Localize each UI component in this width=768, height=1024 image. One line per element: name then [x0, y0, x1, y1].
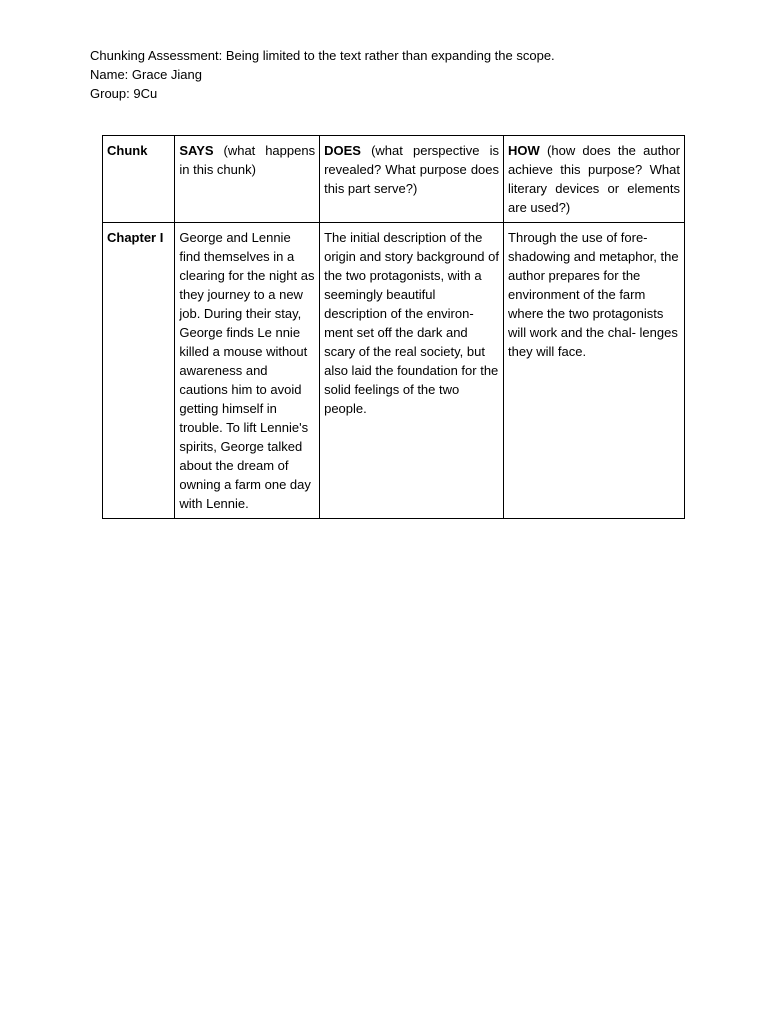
table-row	[103, 223, 685, 519]
header-title-says: SAYS	[179, 143, 214, 158]
header-cell-how	[504, 136, 685, 223]
assessment-title: Chunking Assessment: Being limited to the text rather than expanding the scope.	[90, 48, 555, 63]
header-title-chunk: Chunk	[107, 143, 148, 158]
header-desc-says: (what happens in this chunk)	[179, 143, 316, 177]
header-cell-says	[175, 136, 320, 223]
chunking-table	[102, 135, 685, 519]
header-title-how: HOW	[508, 143, 540, 158]
student-name: Name: Grace Jiang	[90, 67, 202, 82]
header-title-does: DOES	[324, 143, 361, 158]
header-desc-does: (what perspective is revealed? What purpose does this part serve?)	[324, 143, 500, 196]
header-cell-chunk	[103, 136, 175, 223]
does-cell: The initial description of the origin and story background of the two protagonists, with a seemingly beautiful description of the environ- ment set off the dark and scary of the real society, but also laid the foundation for the solid feelings of the two people.	[320, 223, 504, 519]
header-cell-does	[320, 136, 504, 223]
header-desc-how: (how does the author achieve this purpose? What literary devices or elements are used?)	[508, 143, 680, 215]
how-cell: Through the use of fore- shadowing and metaphor, the author prepares for the environment of the farm where the two protagonists will work and the chal- lenges they will face.	[504, 223, 685, 519]
document-header	[90, 46, 555, 103]
table-header-row	[103, 136, 685, 223]
chunk-cell: Chapter I	[103, 223, 175, 519]
says-cell: George and Lennie find themselves in a clearing for the night as they journey to a new job. During their stay, George finds Le nnie killed a mouse without awareness and cautions him to avoid getting himself in trouble. To lift Lennie's spirits, George talked about the dream of owning a farm one day with Lennie.	[175, 223, 320, 519]
student-group: Group: 9Cu	[90, 86, 158, 101]
